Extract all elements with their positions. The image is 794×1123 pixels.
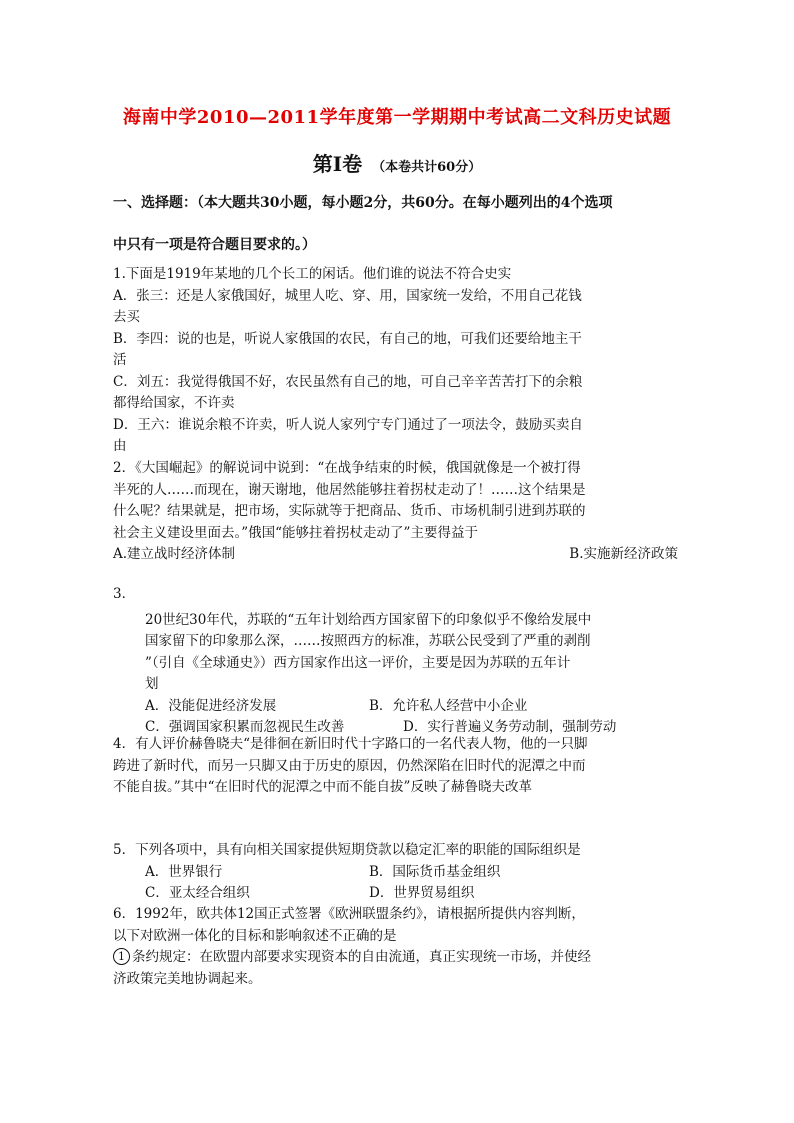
question-4-line2: 跨进了新时代，而另一只脚又由于历史的原因，仍然深陷在旧时代的泥潭之中而 (113, 757, 586, 774)
question-6-line4: 济政策完美地协调起来。 (113, 970, 262, 987)
question-2-line3: 什么呢？结果就是，把市场，实际就等于把商品、货币、市场机制引进到苏联的 (113, 503, 586, 519)
section-heading-line2: 中只有一项是符合题目要求的。） (113, 237, 316, 253)
question-6-line1: 6．1992年，欧共体12国正式签署《欧洲联盟条约》，请根据所提供内容判断， (113, 906, 585, 922)
question-5-option-c: C．亚太经合组织 (145, 885, 250, 901)
question-1-option-b-cont: 活 (113, 352, 127, 368)
question-5-options-ab (113, 862, 678, 884)
question-3-option-a: A．没能促进经济发展 (145, 697, 277, 714)
question-3-line3: ”（引自《全球通史》）西方国家作出这一评价，主要是因为苏联的五年计 (145, 654, 571, 671)
question-5-option-d: D．世界贸易组织 (369, 885, 475, 901)
volume-note: （本卷共计60分） (372, 160, 482, 175)
question-2-line2: 半死的人……而现在，谢天谢地，他居然能够拄着拐杖走动了！……这个结果是 (113, 481, 586, 498)
volume-heading (0, 148, 794, 177)
question-1-option-a-cont: 去买 (113, 309, 140, 325)
question-2-options (113, 544, 678, 566)
question-1-option-d-cont: 由 (113, 438, 127, 454)
question-4 (113, 734, 678, 799)
section-heading-line1: 一、选择题：（本大题共30小题，每小题2分，共60分。在每小题列出的4个选项 (113, 195, 613, 211)
volume-label: 第Ⅰ卷 (312, 152, 363, 176)
question-5 (113, 840, 678, 905)
question-5-options-cd (113, 883, 678, 905)
question-4-line3: 不能自拔。”其中“在旧时代的泥潭之中而不能自拔”反映了赫鲁晓夫改革 (113, 779, 532, 795)
question-5-option-a: A．世界银行 (145, 863, 223, 880)
question-1 (113, 264, 678, 458)
question-6 (113, 904, 678, 990)
question-6-line2: 以下对欧洲一体化的目标和影响叙述不正确的是 (113, 927, 397, 944)
question-3-options-ab (145, 696, 678, 718)
circled-number-1-icon: 1 (113, 948, 130, 965)
question-1-option-b: B．李四：说的也是，听说人家俄国的农民，有自己的地，可我们还要给地主干 (113, 330, 582, 347)
question-2-option-b: B.实施新经济政策 (569, 546, 678, 562)
question-2-line1: 2．《大国崛起》的解说词中说到：“在战争结束的时候，俄国就像是一个被打得 (113, 460, 581, 476)
question-5-option-b: B．国际货币基金组织 (369, 863, 501, 880)
question-3-line4: 划 (145, 676, 159, 692)
question-3-option-b: B．允许私人经营中小企业 (369, 697, 528, 714)
question-3 (113, 584, 678, 739)
question-4-line1: 4．有人评价赫鲁晓夫“是徘徊在新旧时代十字路口的一名代表人物，他的一只脚 (113, 736, 588, 752)
exam-title: 海南中学2010—2011学年度第一学期期中考试高二文科历史试题 (122, 107, 672, 128)
question-3-option-d: D．实行普遍义务劳动制，强制劳动 (403, 719, 617, 735)
question-2-line4: 社会主义建设里面去。”俄国“能够拄着拐杖走动了”主要得益于 (113, 524, 478, 541)
question-1-option-a: A．张三：还是人家俄国好，城里人吃、穿、用，国家统一发给，不用自己花钱 (113, 287, 582, 304)
question-3-line1: 20世纪30年代，苏联的“五年计划给西方国家留下的印象似乎不像给发展中 (145, 611, 592, 628)
question-1-stem: 1.下面是1919年某地的几个长工的闲话。他们谁的说法不符合史实 (113, 266, 512, 282)
question-5-stem: 5．下列各项中，具有向相关国家提供短期贷款以稳定汇率的职能的国际组织是 (113, 842, 581, 858)
question-6-line3-text: 条约规定：在欧盟内部要求实现资本的自由流通，真正实现统一市场，并使经 (132, 949, 591, 965)
question-3-line2: 国家留下的印象那么深，……按照西方的标准，苏联公民受到了严重的剥削 (145, 633, 591, 649)
question-1-option-d: D．王六：谁说余粮不许卖，听人说人家列宁专门通过了一项法令，鼓励买卖自 (113, 416, 583, 433)
question-2-option-a: A.建立战时经济体制 (113, 546, 236, 562)
question-3-quote (113, 610, 678, 739)
question-3-number: 3． (113, 586, 136, 602)
question-2 (113, 458, 678, 566)
question-1-option-c-cont: 都得给国家，不许卖 (113, 395, 235, 411)
question-3-option-c: C．强调国家积累而忽视民生改善 (145, 719, 345, 735)
question-1-option-c: C．刘五：我觉得俄国不好，农民虽然有自己的地，可自己辛辛苦苦打下的余粮 (113, 373, 583, 390)
question-6-line3 (113, 947, 678, 969)
